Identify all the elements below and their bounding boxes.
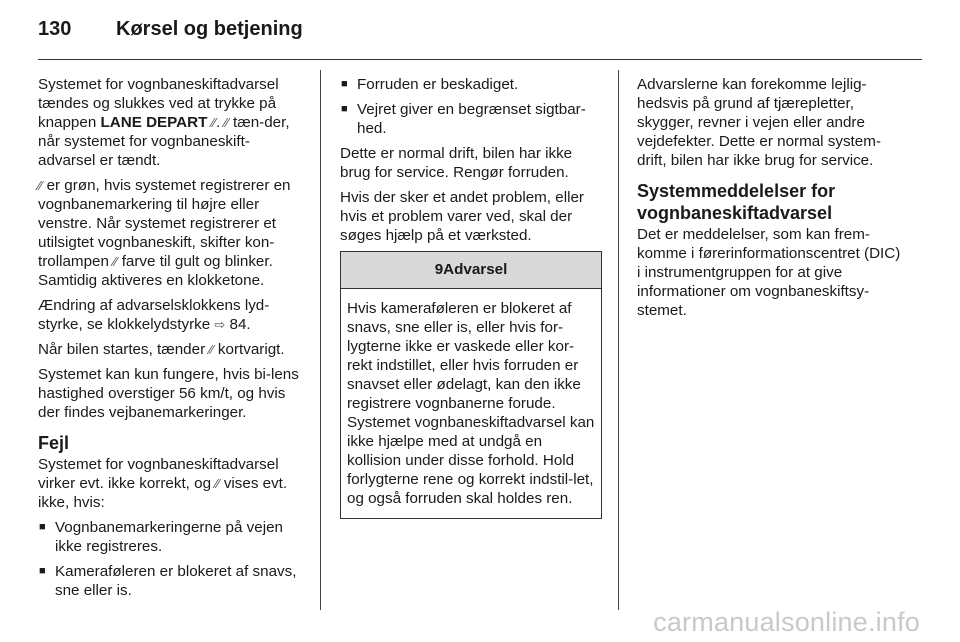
- list-item: ■ Forruden er beskadiget.: [340, 75, 602, 94]
- warning-text: Hvis kameraføleren er blokeret af snavs, sne eller is, eller hvis for-lygterne ikke er vaskede eller kor-rekt indstillet, eller hvis forruden er snavset eller ødelagt, kan den ikke registrere vognbanerne forude. Systemet vognbaneskiftadvarsel kan ikke hjælpe med at undgå en kollision under disse forhold. Hold forlygterne rene og korrekt indstil-let, og også forruden skal holdes ren.: [347, 300, 595, 507]
- section-heading: Systemmeddelelser for vognbaneskiftadvarsel: [637, 181, 836, 223]
- section-heading: Fejl: [38, 433, 70, 453]
- page-header: [38, 18, 303, 48]
- bullet-list: [340, 75, 602, 138]
- lane-departure-icon: ⁄∕: [113, 254, 118, 269]
- header-rule: [38, 59, 922, 60]
- column-3: [637, 75, 903, 326]
- paragraph: Det er meddelelser, som kan frem-komme i førerinformationscentret (DIC) i instrumentgruppen for at give informationer om vognbaneskiftsy-stemet.: [637, 226, 901, 319]
- lane-depart-button-label: LANE DEPART: [100, 114, 208, 131]
- paragraph: Ændring af advarselsklokkens lyd-styrke, se klokkelydstyrke ⇨ 84.: [38, 297, 270, 333]
- paragraph: Dette er normal drift, bilen har ikke brug for service. Rengør forruden.: [340, 145, 573, 181]
- lane-departure-icon: ⁄∕: [38, 178, 43, 193]
- warning-title: Advarsel: [443, 261, 508, 278]
- lane-departure-icon: ⁄∕: [224, 115, 229, 130]
- watermark: carmanualsonline.info: [653, 607, 920, 637]
- lane-departure-icon: ⁄∕: [211, 115, 216, 130]
- column-divider: [618, 70, 619, 610]
- warning-header: [341, 252, 601, 289]
- paragraph: Systemet kan kun fungere, hvis bi-lens hastighed overstiger 56 km/t, og hvis der findes vejbanemarkeringer.: [38, 366, 299, 421]
- lane-departure-icon: ⁄∕: [209, 342, 214, 357]
- page-number: 130: [38, 18, 72, 40]
- paragraph: ⁄∕ er grøn, hvis systemet registrerer en vognbanemarkering til højre eller venstre. Når systemet registrerer et utilsigtet vognbaneskift, skifter kon-trollampen ⁄∕ farve til gult og blinker. Samtidig aktiveres en klokketone.: [38, 177, 291, 289]
- paragraph: Når bilen startes, tænder ⁄∕ kortvarigt.: [38, 341, 285, 358]
- column-divider: [320, 70, 321, 610]
- page-reference-arrow-icon: ⇨: [214, 317, 226, 332]
- column-2: [340, 75, 602, 519]
- paragraph: Systemet for vognbaneskiftadvarsel tændes og slukkes ved at trykke på knappen LANE DEPART ⁄∕. ⁄∕ tæn-der, når systemet for vognbaneskift-advarsel er tændt.: [38, 76, 290, 169]
- warning-icon: 9: [434, 261, 444, 278]
- column-1: [38, 75, 304, 606]
- list-item: ■ Vejret giver en begrænset sigtbar-hed.: [340, 100, 602, 138]
- lane-departure-icon: ⁄∕: [215, 476, 220, 491]
- warning-box: [340, 251, 602, 519]
- list-item: ■ Kameraføleren er blokeret af snavs, sne eller is.: [38, 562, 304, 600]
- paragraph: Systemet for vognbaneskiftadvarsel virker evt. ikke korrekt, og ⁄∕ vises evt. ikke, hvis:: [38, 456, 288, 511]
- page-title: Kørsel og betjening: [116, 18, 303, 40]
- paragraph: Hvis der sker et andet problem, eller hvis et problem varer ved, skal der søges hjælp på et værksted.: [340, 189, 584, 244]
- list-item: ■ Vognbanemarkeringerne på vejen ikke registreres.: [38, 518, 304, 556]
- paragraph: Advarslerne kan forekomme lejlig-hedsvis på grund af tjærepletter, skygger, revner i vejen eller andre vejdefekter. Dette er normal system-drift, bilen har ikke brug for service.: [637, 76, 881, 169]
- bullet-list: [38, 518, 304, 600]
